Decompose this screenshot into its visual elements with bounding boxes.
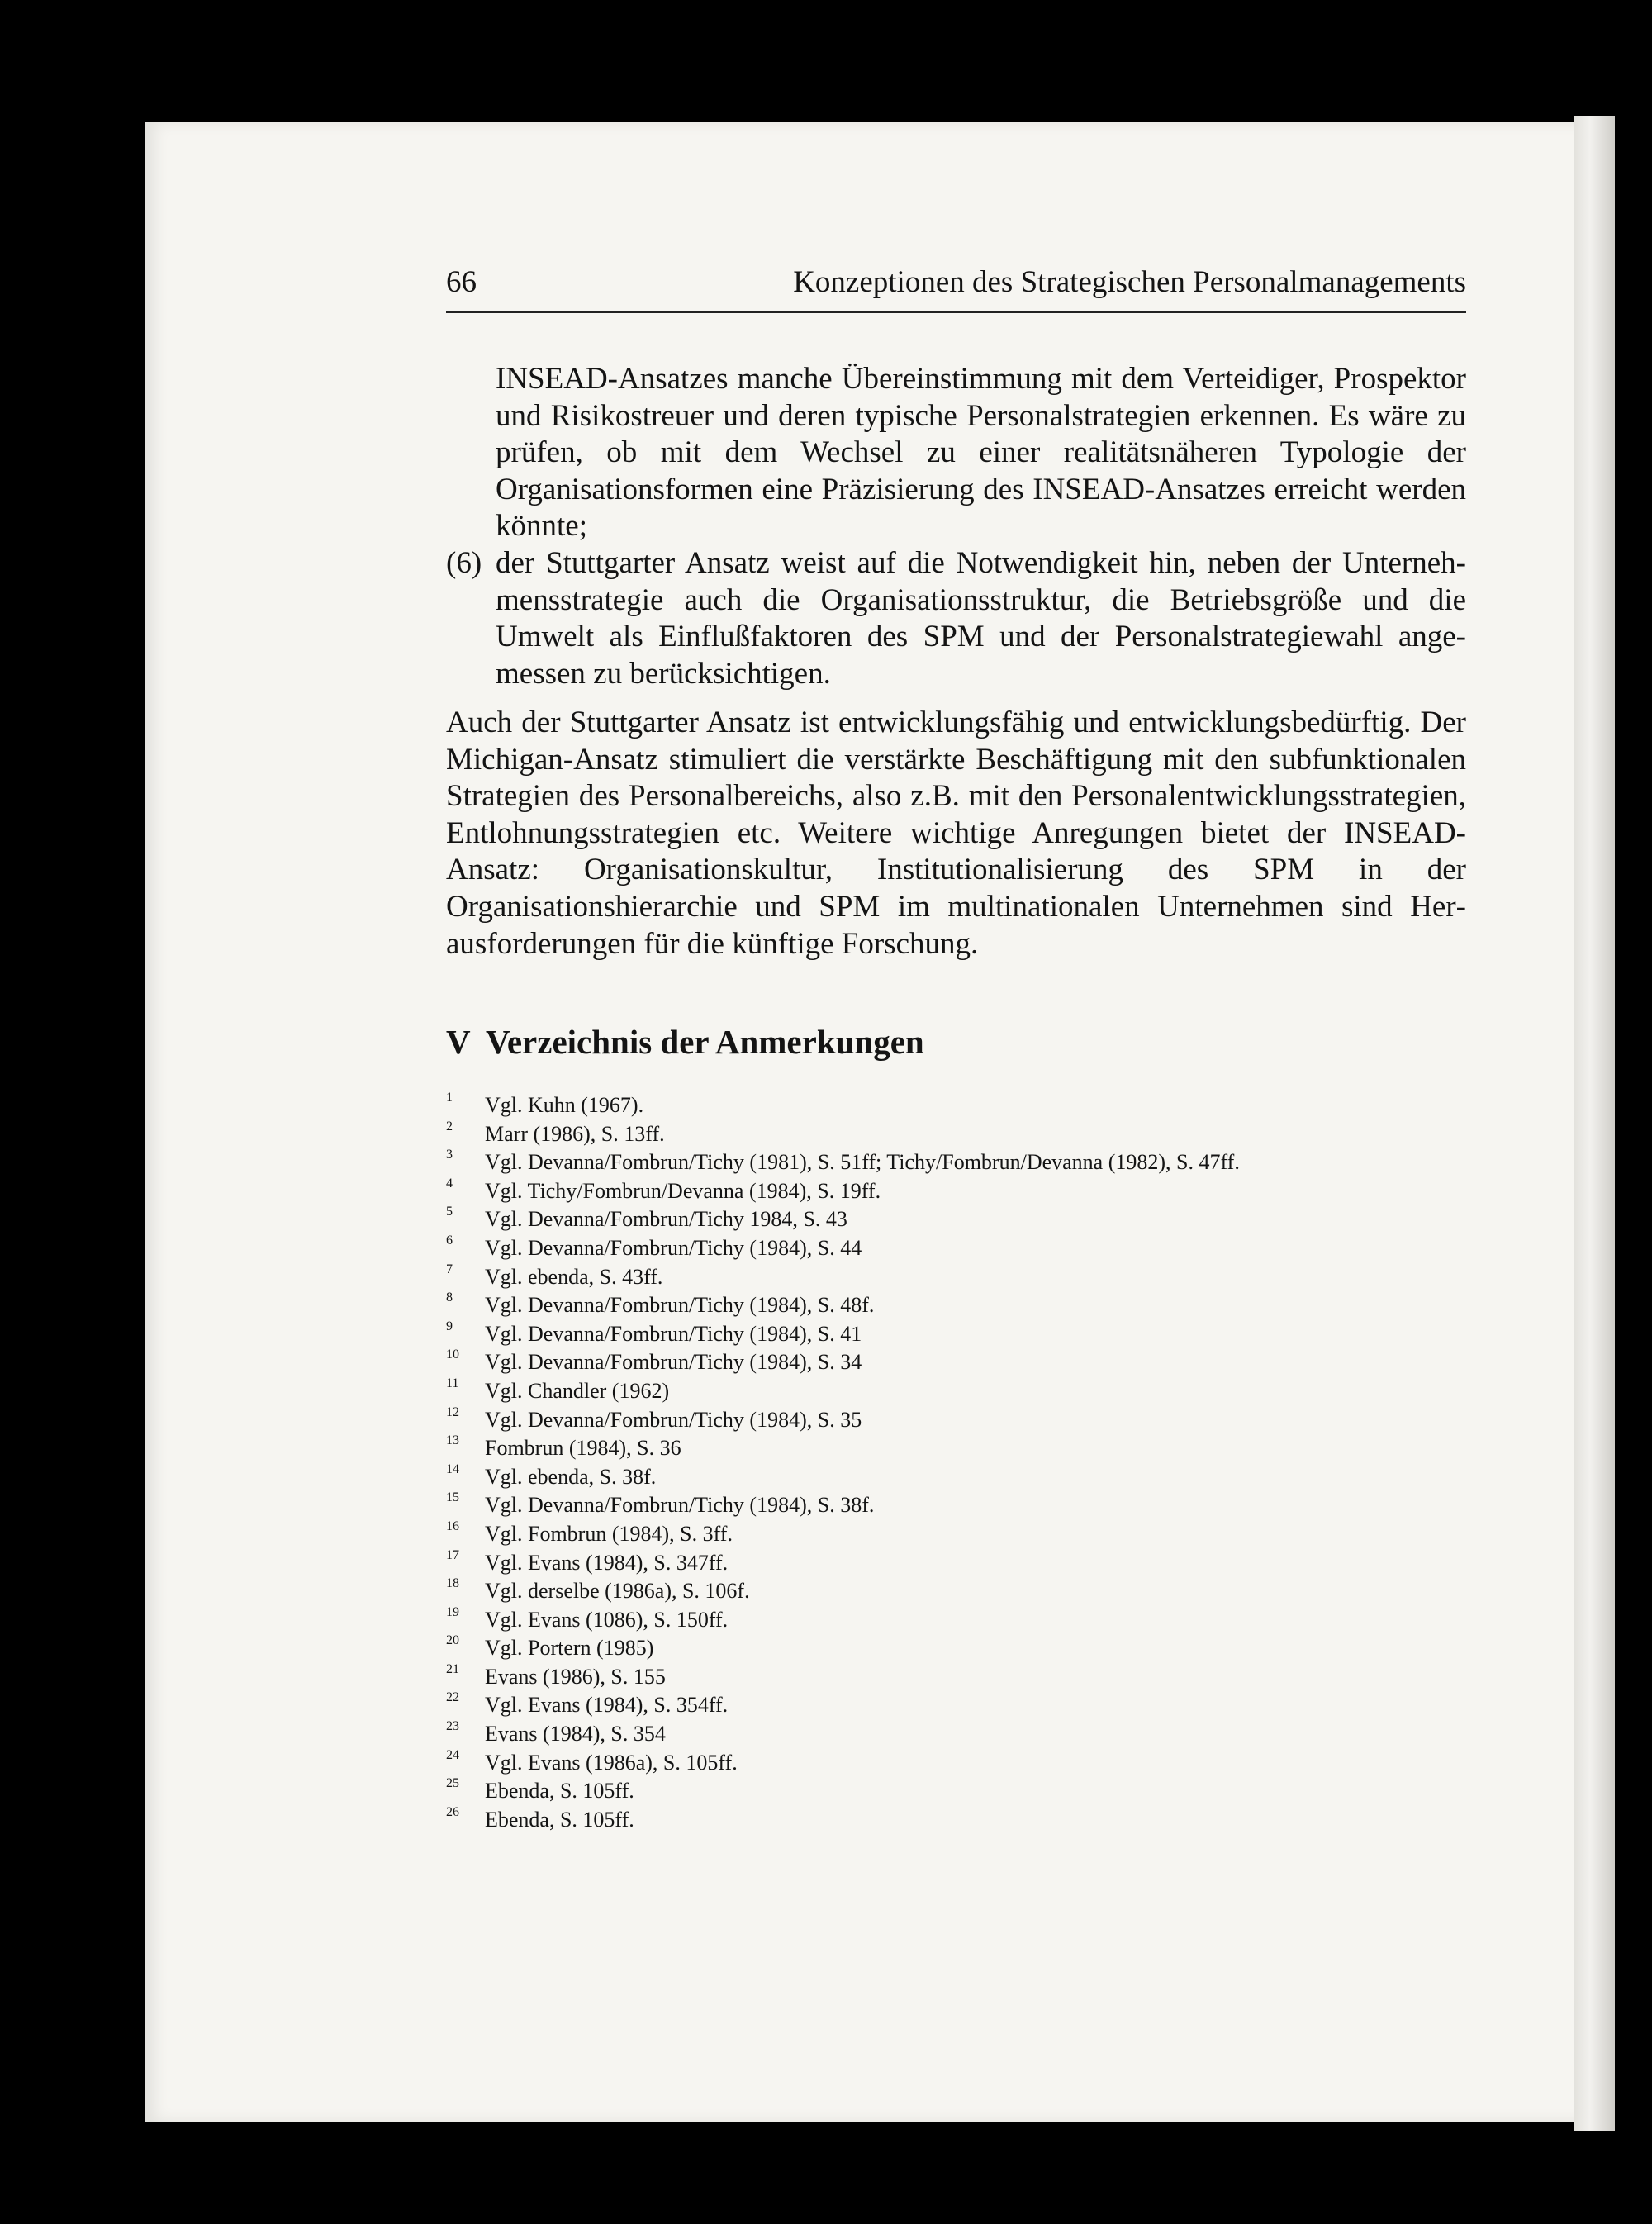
note-item [446, 1434, 1466, 1463]
note-number: 13 [446, 1433, 459, 1448]
note-item [446, 1406, 1466, 1435]
note-text: Vgl. Devanna/Fombrun/Tichy (1981), S. 51ff; Tichy/Fombrun/Devanna (1982), S. 47ff. [485, 1150, 1240, 1175]
continuation-text: INSEAD-Ansatzes manche Übereinstimmung mit dem Verteidiger, Prospektor und Risikostreuer und deren typische Personalstrategien erkennen. Es wäre zu prüfen, ob mit dem Wechsel zu einer realitätsnäheren Typologie der Organisationsformen eine Präzisierung des INSEAD-Ansatzes erreicht werden könnte; [496, 362, 1466, 544]
note-number: 4 [446, 1176, 453, 1190]
note-text: Vgl. Fombrun (1984), S. 3ff. [485, 1521, 733, 1546]
note-item [446, 1491, 1466, 1520]
note-number: 17 [446, 1547, 459, 1562]
note-text: Vgl. ebenda, S. 43ff. [485, 1264, 663, 1289]
note-item [446, 1691, 1466, 1720]
body-paragraph [446, 705, 1466, 962]
list-continuation [496, 361, 1466, 545]
note-number: 2 [446, 1119, 453, 1133]
note-number: 11 [446, 1376, 459, 1390]
note-item [446, 1263, 1466, 1292]
note-text: Ebenda, S. 105ff. [485, 1807, 634, 1832]
note-number: 25 [446, 1776, 459, 1791]
note-item [446, 1520, 1466, 1549]
note-text: Vgl. Evans (1086), S. 150ff. [485, 1607, 729, 1632]
notes-list [446, 1091, 1466, 1834]
section-title: Verzeichnis der Anmerkungen [486, 1023, 924, 1061]
note-item [446, 1549, 1466, 1578]
note-number: 23 [446, 1719, 459, 1734]
note-text: Vgl. Chandler (1962) [485, 1378, 670, 1403]
page-number: 66 [446, 265, 477, 299]
note-number: 18 [446, 1576, 459, 1591]
note-text: Vgl. Devanna/Fombrun/Tichy (1984), S. 38f. [485, 1493, 875, 1518]
note-number: 15 [446, 1490, 459, 1505]
page-edge-right [1574, 116, 1615, 2131]
note-text: Marr (1986), S. 13ff. [485, 1121, 665, 1146]
note-text: Evans (1984), S. 354 [485, 1722, 666, 1746]
note-text: Vgl. Tichy/Fombrun/Devanna (1984), S. 19ff. [485, 1178, 881, 1203]
note-item [446, 1120, 1466, 1149]
list-item-6 [446, 545, 1466, 692]
note-number: 8 [446, 1290, 453, 1305]
note-text: Ebenda, S. 105ff. [485, 1779, 634, 1803]
note-number: 1 [446, 1091, 453, 1105]
paragraph-text: Auch der Stuttgarter Ansatz ist entwicklungsfähig und entwicklungsbedürftig. Der Michigan-Ansatz stimuliert die verstärkte Beschäftigung mit den subfunktionalen Strategien des Personalbereichs, also z.B. mit den Personalentwicklungsstrategien, Entlohnungsstrategien etc. Weitere wichtige Anregungen bietet der INSEAD-Ansatz: Organisationskultur, Institutionalisierung des SPM in der Organisationshierarchie und SPM im multinationalen Unternehmen sind Herausforderungen für die künftige Forschung. [446, 706, 1466, 961]
note-text: Vgl. Evans (1986a), S. 105ff. [485, 1750, 738, 1775]
note-number: 7 [446, 1262, 453, 1276]
note-item [446, 1463, 1466, 1492]
note-item [446, 1348, 1466, 1377]
note-number: 20 [446, 1633, 459, 1648]
note-text: Fombrun (1984), S. 36 [485, 1436, 681, 1461]
list-item-label: (6) [446, 546, 482, 580]
note-number: 22 [446, 1690, 459, 1705]
note-text: Vgl. derselbe (1986a), S. 106f. [485, 1579, 750, 1604]
note-text: Evans (1986), S. 155 [485, 1664, 666, 1689]
note-text: Vgl. ebenda, S. 38f. [485, 1464, 657, 1489]
note-number: 5 [446, 1205, 453, 1219]
note-text: Vgl. Evans (1984), S. 354ff. [485, 1693, 729, 1718]
note-number: 12 [446, 1404, 459, 1419]
note-text: Vgl. Devanna/Fombrun/Tichy 1984, S. 43 [485, 1207, 847, 1232]
note-item [446, 1234, 1466, 1263]
note-number: 3 [446, 1148, 453, 1162]
note-item [446, 1663, 1466, 1692]
note-number: 26 [446, 1804, 459, 1819]
list-item-text: der Stuttgarter Ansatz weist auf die Notwendigkeit hin, neben der Unternehmensstrategie auch die Organisationsstruktur, die Betriebsgröße und die Umwelt als Einflußfaktoren des SPM und der Personalstrategiewahl angemessen zu berücksichtigen. [496, 546, 1466, 691]
note-number: 24 [446, 1747, 459, 1762]
header-rule [446, 311, 1466, 313]
note-number: 19 [446, 1604, 459, 1619]
note-number: 6 [446, 1233, 453, 1247]
note-number: 16 [446, 1518, 459, 1533]
section-heading [446, 1019, 1466, 1065]
running-head [446, 263, 1466, 302]
note-text: Vgl. Devanna/Fombrun/Tichy (1984), S. 44 [485, 1235, 862, 1260]
note-item [446, 1720, 1466, 1749]
note-item [446, 1177, 1466, 1206]
note-number: 10 [446, 1347, 459, 1362]
note-item [446, 1777, 1466, 1806]
note-text: Vgl. Devanna/Fombrun/Tichy (1984), S. 34 [485, 1350, 862, 1375]
note-text: Vgl. Kuhn (1967). [485, 1093, 644, 1117]
note-item [446, 1377, 1466, 1406]
note-item [446, 1320, 1466, 1349]
note-item [446, 1148, 1466, 1177]
note-number: 9 [446, 1319, 453, 1333]
note-text: Vgl. Devanna/Fombrun/Tichy (1984), S. 41 [485, 1321, 862, 1346]
note-item [446, 1091, 1466, 1120]
note-text: Vgl. Devanna/Fombrun/Tichy (1984), S. 48f. [485, 1293, 875, 1318]
note-item [446, 1749, 1466, 1778]
note-text: Vgl. Portern (1985) [485, 1636, 654, 1661]
note-text: Vgl. Evans (1984), S. 347ff. [485, 1550, 729, 1575]
note-item [446, 1291, 1466, 1320]
note-item [446, 1205, 1466, 1234]
note-item [446, 1577, 1466, 1606]
note-item [446, 1806, 1466, 1835]
note-item [446, 1634, 1466, 1663]
note-number: 21 [446, 1661, 459, 1676]
note-text: Vgl. Devanna/Fombrun/Tichy (1984), S. 35 [485, 1407, 862, 1432]
section-number: V [446, 1023, 471, 1061]
note-number: 14 [446, 1461, 459, 1476]
note-item [446, 1606, 1466, 1635]
running-title: Konzeptionen des Strategischen Personalmanagements [793, 265, 1466, 299]
